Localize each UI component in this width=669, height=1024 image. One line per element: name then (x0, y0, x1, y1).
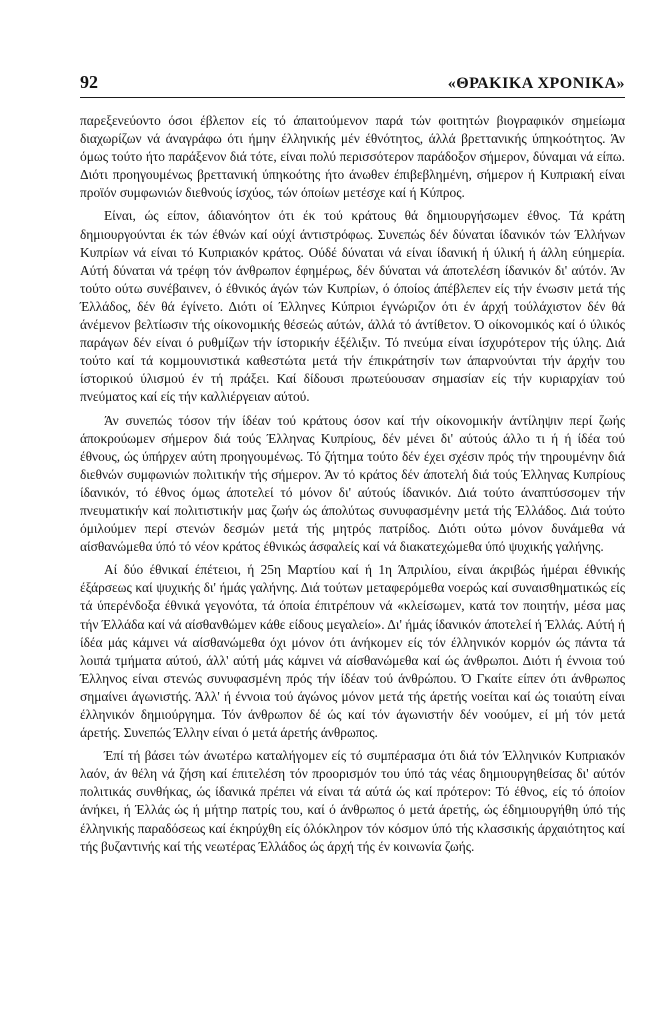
paragraph: Αί δύο έθνικαί έπέτειοι, ή 25η Μαρτίου καί ή 1η Άπριλίου, είναι άκριβώς ήμέραι έθνικής έξάρσεως καί ψυχικής δι' ήμάς γαλήνης. Διά τούτων μεταφερόμεθα νοερώς καί συναισθηματικώς είς τά ύπερένδοξα έθνικά γεγονότα, τά όποία έπιτρέπουν νά «κλείσωμεν, κατά τον ποιητήν, μέσα μας τήν Έλλάδα καί νά αίσθανθώμεν κάθε είδους μεγαλείο». Δι' ήμάς ίδανικόν άποτελεί ή Έλλάς. Αύτή ή ίδέα μάς κάμνει νά αίσθανώμεθα όχι μόνον ότι άνήκομεν είς τόν έλληνικόν κορμόν ώς πάντα τά λοιπά τμήματα αύτού, άλλ' αύτή μάς κάμνει νά αίσθανώμεθα καί ώς άνθρωποι. Διότι ή έννοια τού Έλληνος είναι στενώς συνυφασμένη πρός τήν ίδέαν τού άνθρώπου. Ό Γκαίτε είπεν ότι άνθρωπος σημαίνει άγωνιστής. Άλλ' ή έννοια τού άγώνος μόνον μετά τής άρετής νοείται καί ώς τοιαύτη είναι έλληνικόν δημιούργημα. Τόν άνθρωπον δέ ώς καί τόν άγωνιστήν δέν νοούμεν, εί μή τόν μετά άρετής. Συνεπώς Έλλην είναι ό μετά άρετής άνθρωπος. (80, 562, 625, 741)
page-number: 92 (80, 72, 98, 92)
paragraph: Είναι, ώς είπον, άδιανόητον ότι έκ τού κράτους θά δημιουργήσωμεν έθνος. Τά κράτη δημιουργούνται έκ τών έθνών καί ούχί άντιστρόφως. Συνεπώς δέν δύναται ίδανικόν τών Έλλήνων Κυπρίων νά είναι τό Κυπριακόν κράτος. Ούδέ δύναται νά είναι ίδανική ή ύλική ή άλλη εύημερία. Αύτή δύναται νά τρέφη τόν άνθρωπον έφημέρως, δέν δύναται νά άποτελέση ίδανικόν δι' αύτόν. Άν τούτο ούτω συνέβαινεν, ό έθνικός άγών τών Κυπρίων, ό όποίος άπέβλεπεν είς τήν ένωσιν μετά τής Έλλάδος, δέν θά έγίνετο. Διότι οί Έλληνες Κύπριοι έγνώριζον ότι έν άρχή τούλάχιστον δέν θά άνέμενον βελτίωσιν τής οίκονομικής θέσεώς αύτών, άλλά τό άντίθετον. Ό οίκονομικός καί ό ύλικός παράγων δέν είναι ό ρυθμίζων τήν ίστορικήν έξέλιξιν. Τό πνεύμα είναι ίσχυρότερον τής ύλης. Διά τούτο καί τά κομμουνιστικά καθεστώτα μετά τήν έπικράτησίν των άπαρνούνται τήν άρχήν του ίστορικού ύλισμού έν τή πράξει. Καί δίδουσι πρωτεύουσαν σημασίαν είς τήν κυριαρχίαν τού πνεύματος καί είς τήν καλλιέργειαν αύτού. (80, 208, 625, 405)
page-header (80, 72, 625, 98)
article-body (80, 112, 625, 856)
document-page (80, 72, 625, 861)
paragraph: Άν συνεπώς τόσον τήν ίδέαν τού κράτους όσον καί τήν οίκονομικήν άντίληψιν περί ζωής άποκρούωμεν σήμερον διά τούς Έλληνας Κυπρίους, δέν μένει δι' αύτούς άλλο τι ή ή ίδέα τού έθνους, ώς ύπήρχεν αύτη προηγουμένως. Τό ζήτημα τούτο δέν έχει σχέσιν πρός τήν τηρουμένην διά διεθνών συμφωνιών πολιτικήν τής σήμερον. Άν τό κράτος δέν άποτελή διά τούς Έλληνας Κυπρίους ίδανικόν, τό έθνος όμως άποτελεί τό μόνον δι' αύτούς ίδανικόν. Διά τούτο άναπτύσσομεν τήν πνευματικήν καί πολιτιστικήν μας ζωήν ώς άπολύτως συνυφασμένην μετά τής Έλλάδος. Διά τούτο όμιλούμεν περί στενών δεσμών μετά τής μητρός πατρίδος. Διότι ούτω μόνον δυνάμεθα νά αίσθανώμεθα ύπό τό νέον κράτος έθνικώς άσφαλείς καί νά διακατεχώμεθα ύπό ψυχικής γαλήνης. (80, 412, 625, 555)
paragraph: παρεξενεύοντο όσοι έβλεπον είς τό άπαιτούμενον παρά τών φοιτητών βιογραφικόν σημείωμα διαχωρίζων νά άναγράφω ότι ήμην έλληνικής μέν έθνότητος, άλλά βρεττανικής ύπηκοότητος. Άν όμως τούτο ήτο παράξενον διά τότε, είναι πολύ περισσότερον παράδοξον σήμερον, δύναμαι νά είπω. Διότι προηγουμένως βρεττανική ύπηκοότης ήτο άνωθεν έπιβεβλημένη, σήμερον ή Κυπριακή είναι προϊόν συμφωνιών διεθνούς ίσχύος, τών όποίων μετέσχε καί ή Κύπρος. (80, 113, 625, 201)
paragraph: Έπί τή βάσει τών άνωτέρω καταλήγομεν είς τό συμπέρασμα ότι διά τόν Έλληνικόν Κυπριακόν λαόν, άν θέλη νά ζήση καί έπιτελέση τόν προορισμόν του ύπό τάς νέας δημιουργηθείσας δι' αύτόν πολιτικάς συνθήκας, ώς ίδανικά πρέπει νά είναι τά αύτά ώς καί πρότερον: Τό έθνος, είς τό όποίον άνήκει, ή Έλλάς ώς ή μήτηρ πατρίς του, καί ό άνθρωπος ό μετά άρετής, ώς έδημιουργήθη ύπό τής έλληνικής παραδόσεως καί έκηρύχθη είς όλόκληρον τόν κόσμον ύπό τής κλασσικής άρχαιότητος καί τής βυζαντινής καί τής νεωτέρας Έλλάδος ώς άρχή τής έν κοινωνία ζωής. (80, 748, 625, 854)
running-title: «ΘΡΑΚΙΚΑ ΧΡΟΝΙΚΑ» (447, 75, 625, 92)
